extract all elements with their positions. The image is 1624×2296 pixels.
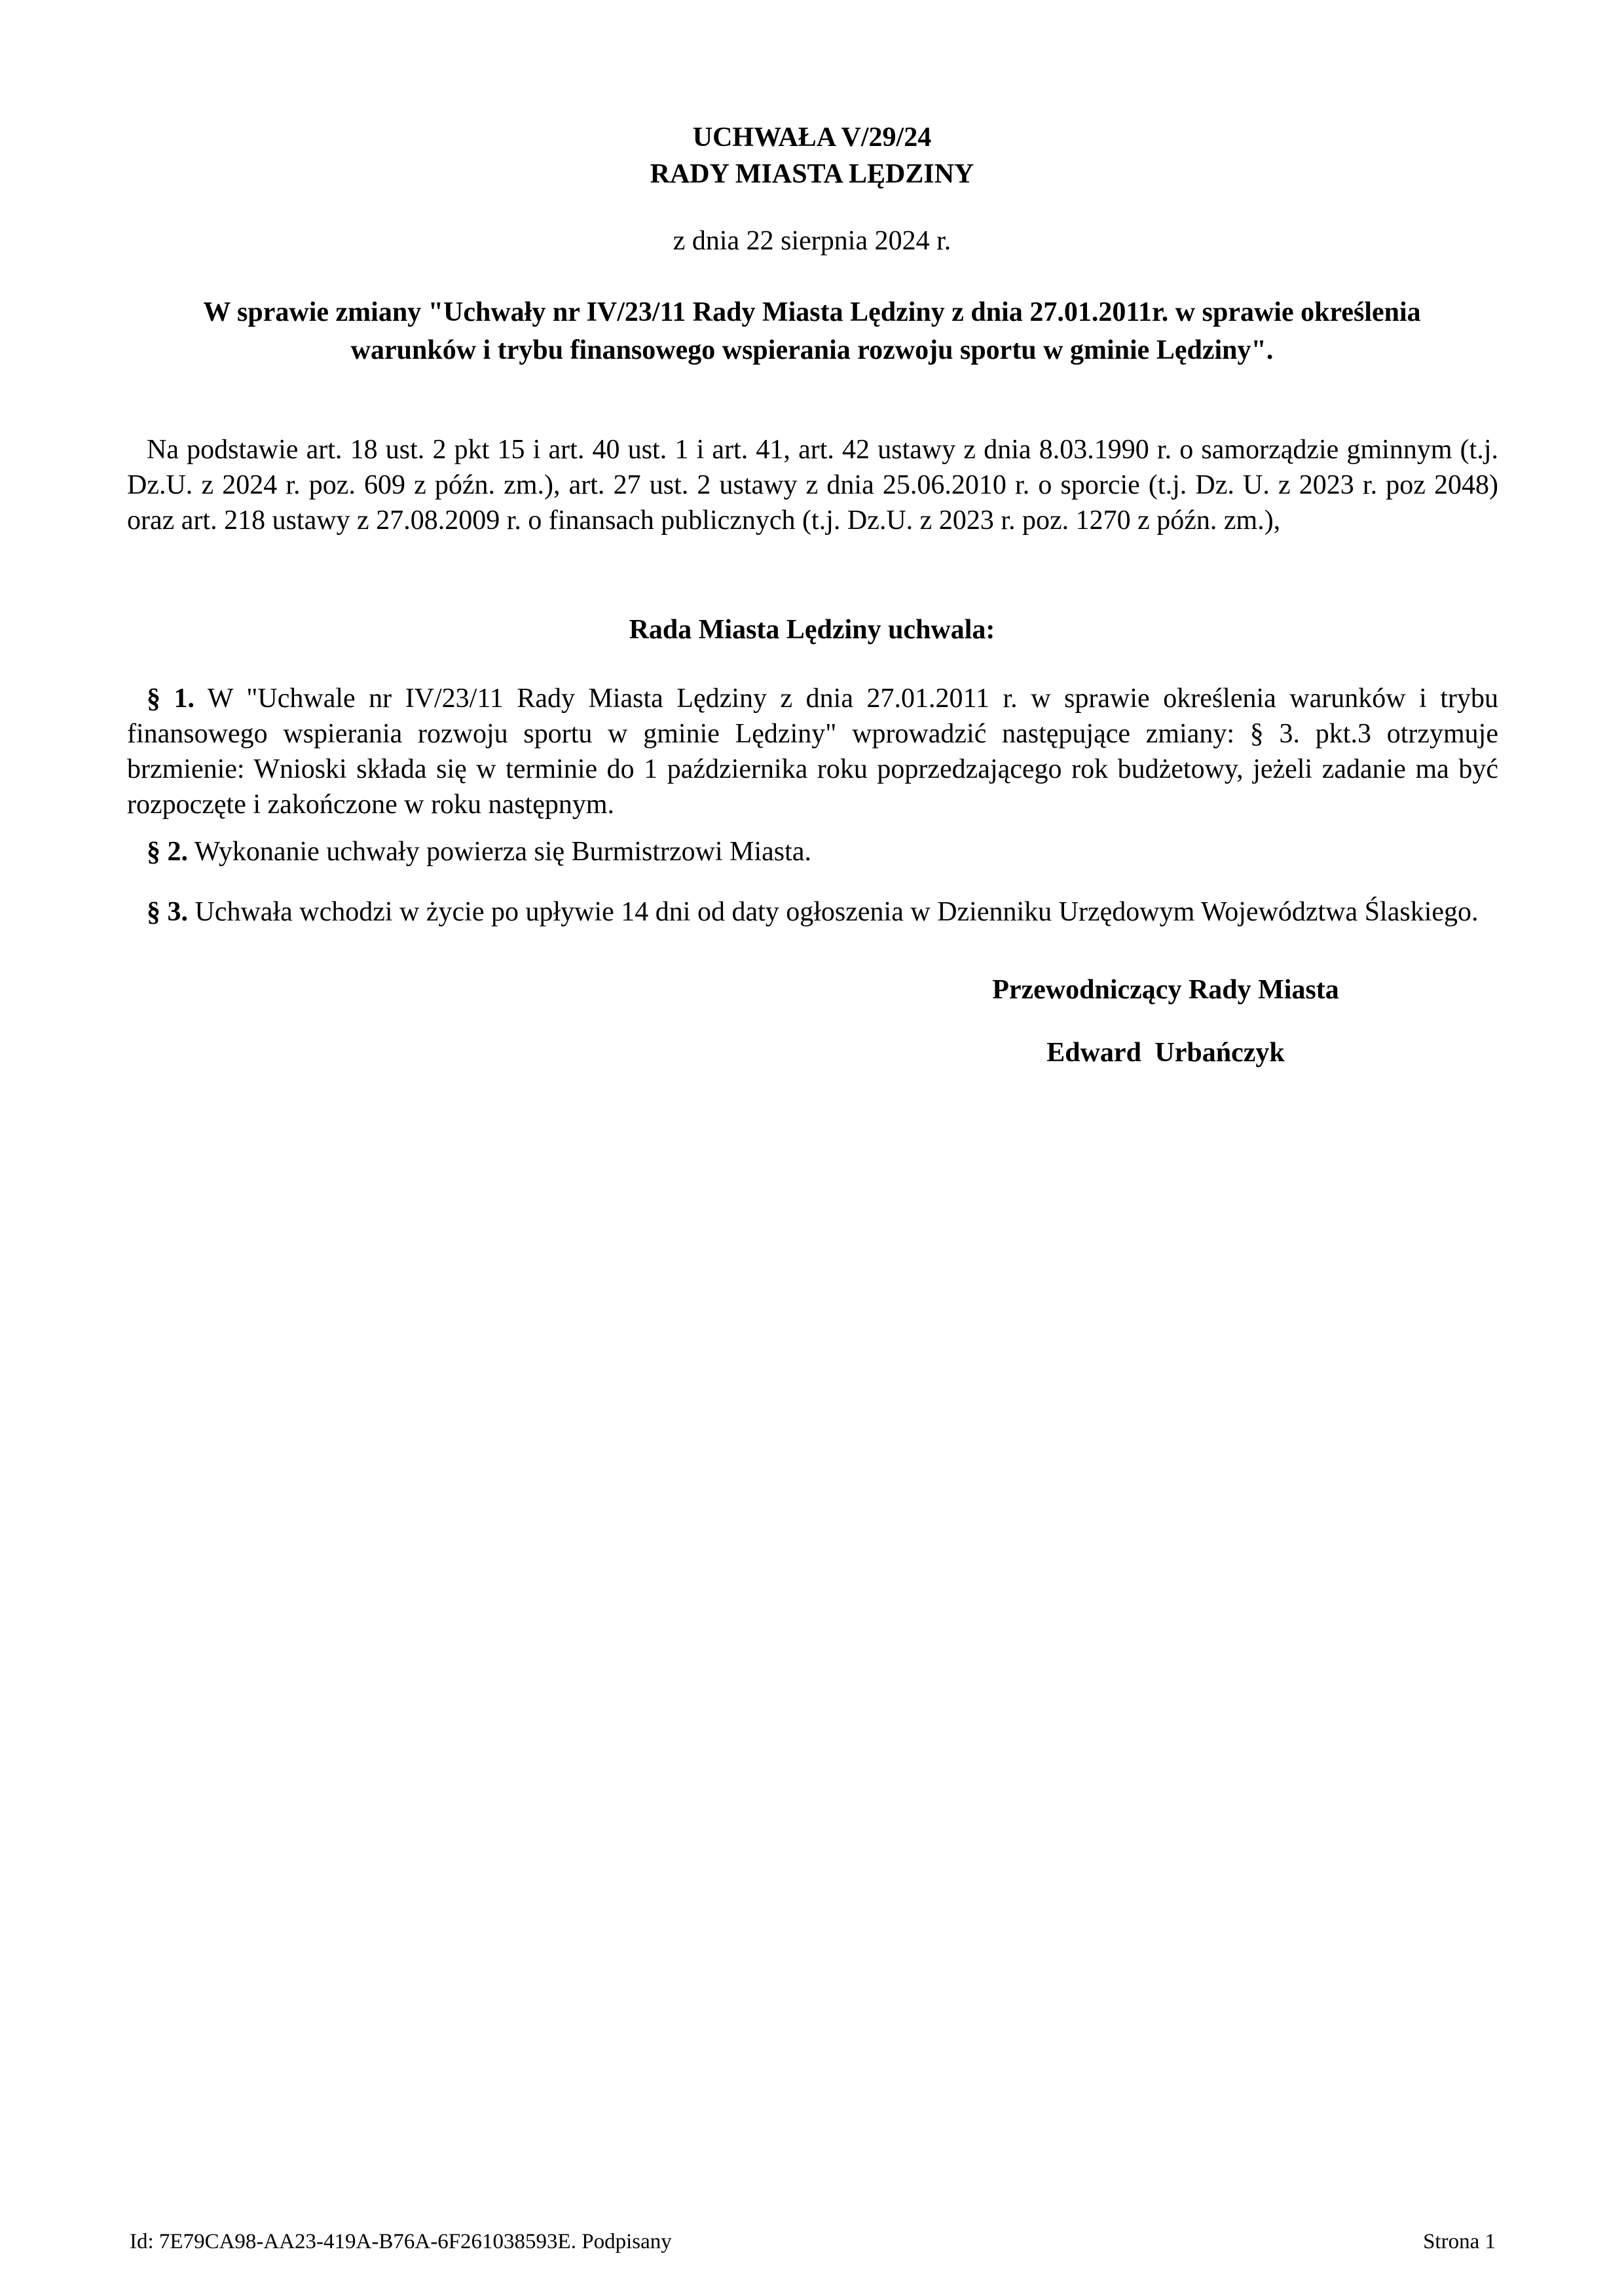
page-number-footer: Strona 1 <box>1423 2230 1496 2253</box>
resolution-title <box>144 119 1480 192</box>
subject-line-1: W sprawie zmiany "Uchwały nr IV/23/11 Rady Miasta Lędziny z dnia 27.01.2011r. w sprawie określenia <box>203 297 1421 327</box>
resolution-date: z dnia 22 sierpnia 2024 r. <box>673 226 951 256</box>
paragraph-2-mark: § 2. <box>147 837 188 867</box>
paragraph-1-text: W "Uchwale nr IV/23/11 Rady Miasta Lędziny z dnia 27.01.2011 r. w sprawie określenia warunków i trybu finansowego wspierania rozwoju sportu w gminie Lędziny" wprowadzić następujące zmiany: § 3. pkt.3 otrzymuje brzmienie: Wnioski składa się w terminie do 1 października roku poprzedzającego rok budżetowy, jeżeli zadanie ma być rozpoczęte i zakończone w roku następnym. <box>127 683 1499 820</box>
paragraph-3-text: Uchwała wchodzi w życie po upływie 14 dni od daty ogłoszenia w Dzienniku Urzędowym Województwa Ślaskiego. <box>194 897 1479 927</box>
signature-role: Przewodniczący Rady Miasta <box>992 975 1339 1005</box>
paragraph-1 <box>127 681 1498 822</box>
paragraph-1-mark: § 1. <box>147 683 195 714</box>
paragraph-3 <box>127 894 1498 930</box>
council-name: RADY MIASTA LĘDZINY <box>650 159 974 189</box>
paragraph-2-text: Wykonanie uchwały powierza się Burmistrzowi Miasta. <box>194 837 811 867</box>
subject-line-2: warunków i trybu finansowego wspierania rozwoju sportu w gminie Lędziny". <box>350 335 1274 365</box>
council-resolves-heading: Rada Miasta Lędziny uchwala: <box>629 615 995 645</box>
resolution-subject <box>144 293 1480 369</box>
paragraph-2 <box>127 834 1498 869</box>
signature-name: Edward Urbańczyk <box>1046 1038 1285 1068</box>
resolution-number: UCHWAŁA V/29/24 <box>692 122 932 153</box>
paragraph-3-mark: § 3. <box>147 897 188 927</box>
document-id-footer: Id: 7E79CA98-AA23-419A-B76A-6F261038593E. Podpisany <box>130 2230 672 2253</box>
legal-basis: Na podstawie art. 18 ust. 2 pkt 15 i art. 40 ust. 1 i art. 41, art. 42 ustawy z dnia 8.03.1990 r. o samorządzie gminnym (t.j. Dz.U. z 2024 r. poz. 609 z późn. zm.), art. 27 ust. 2 ustawy z dnia 25.06.2010 r. o sporcie (t.j. Dz. U. z 2023 r. poz 2048) oraz art. 218 ustawy z 27.08.2009 r. o finansach publicznych (t.j. Dz.U. z 2023 r. poz. 1270 z późn. zm.), <box>127 435 1498 536</box>
